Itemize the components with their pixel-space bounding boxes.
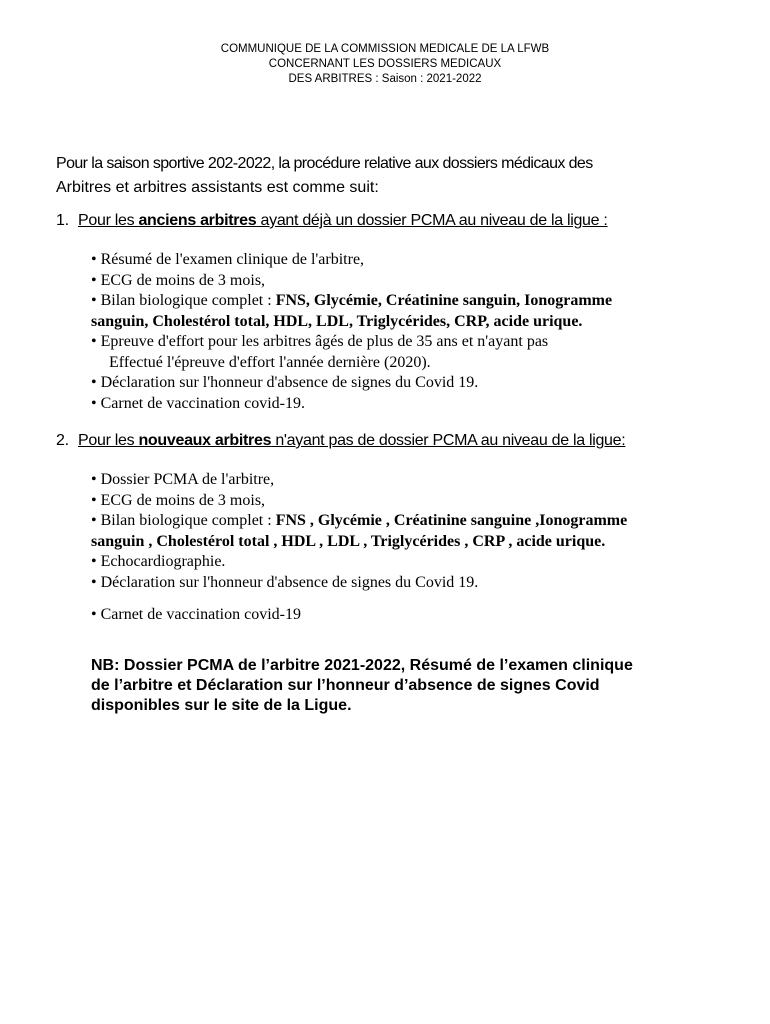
intro-line-2: Arbitres et arbitres assistants est comme suit: bbox=[56, 179, 379, 196]
intro-paragraph bbox=[56, 152, 736, 200]
document-header bbox=[0, 42, 770, 87]
header-line-2: CONCERNANT LES DOSSIERS MEDICAUX bbox=[268, 58, 502, 70]
list-item: • Déclaration sur l'honneur d'absence de signes du Covid 19. bbox=[91, 374, 479, 391]
list-item: • ECG de moins de 3 mois, bbox=[91, 271, 266, 289]
section-1-bold: anciens arbitres bbox=[138, 212, 257, 229]
intro-line-1: Pour la saison sportive 202-2022, la procédure relative aux dossiers médicaux des bbox=[56, 155, 593, 172]
section-2-list bbox=[91, 470, 731, 626]
list-item bbox=[91, 511, 731, 532]
list-item: • Dossier PCMA de l'arbitre, bbox=[91, 471, 275, 488]
list-item: • Epreuve d'effort pour les arbitres âgés de plus de 35 ans et n'ayant pas bbox=[91, 333, 549, 350]
list-item-bold: FNS, Glycémie, Créatinine sanguin, Ionogramme bbox=[275, 292, 613, 309]
nb-line-2: de l’arbitre et Déclaration sur l’honneur d’absence de signes Covid bbox=[91, 677, 600, 694]
list-item-prefix: • Bilan biologique complet : bbox=[91, 292, 276, 309]
header-line-1: COMMUNIQUE DE LA COMMISSION MEDICALE DE LA LFWB bbox=[220, 43, 550, 55]
list-item-continuation: sanguin , Cholestérol total , HDL , LDL , Triglycérides , CRP , acide urique. bbox=[91, 532, 606, 550]
section-2-suffix: n'ayant pas de dossier PCMA au niveau de la ligue: bbox=[271, 432, 626, 449]
list-item bbox=[91, 291, 731, 312]
list-item: • ECG de moins de 3 mois, bbox=[91, 491, 266, 509]
section-1-suffix: ayant déjà un dossier PCMA au niveau de la ligue : bbox=[256, 212, 608, 229]
section-1-title bbox=[56, 212, 608, 230]
section-2-prefix: Pour les bbox=[78, 432, 139, 449]
section-2-bold: nouveaux arbitres bbox=[138, 432, 272, 449]
list-item: • Carnet de vaccination covid-19. bbox=[91, 394, 305, 412]
nb-line-3: disponibles sur le site de la Ligue. bbox=[91, 697, 352, 714]
nb-note bbox=[91, 656, 731, 716]
section-2-title bbox=[56, 432, 625, 450]
list-item-prefix: • Bilan biologique complet : bbox=[91, 512, 276, 529]
list-item: • Echocardiographie. bbox=[91, 553, 226, 570]
list-item-continuation: sanguin, Cholestérol total, HDL, LDL, Triglycérides, CRP, acide urique. bbox=[91, 312, 583, 330]
section-2-number: 2. bbox=[56, 432, 69, 449]
list-item-bold: FNS , Glycémie , Créatinine sanguine ,Ionogramme bbox=[275, 512, 628, 529]
nb-line-1: NB: Dossier PCMA de l’arbitre 2021-2022, Résumé de l’examen clinique bbox=[91, 657, 633, 674]
section-1-number: 1. bbox=[56, 212, 69, 229]
section-1-prefix: Pour les bbox=[78, 212, 139, 229]
section-1-list bbox=[91, 250, 731, 414]
list-item: • Déclaration sur l'honneur d'absence de signes du Covid 19. bbox=[91, 573, 479, 591]
header-line-3: DES ARBITRES : Saison : 2021-2022 bbox=[288, 73, 482, 85]
list-item: • Résumé de l'examen clinique de l'arbitre, bbox=[91, 251, 365, 268]
list-item-continuation: Effectué l'épreuve d'effort l'année dernière (2020). bbox=[109, 353, 431, 371]
list-item: • Carnet de vaccination covid-19 bbox=[91, 606, 301, 623]
